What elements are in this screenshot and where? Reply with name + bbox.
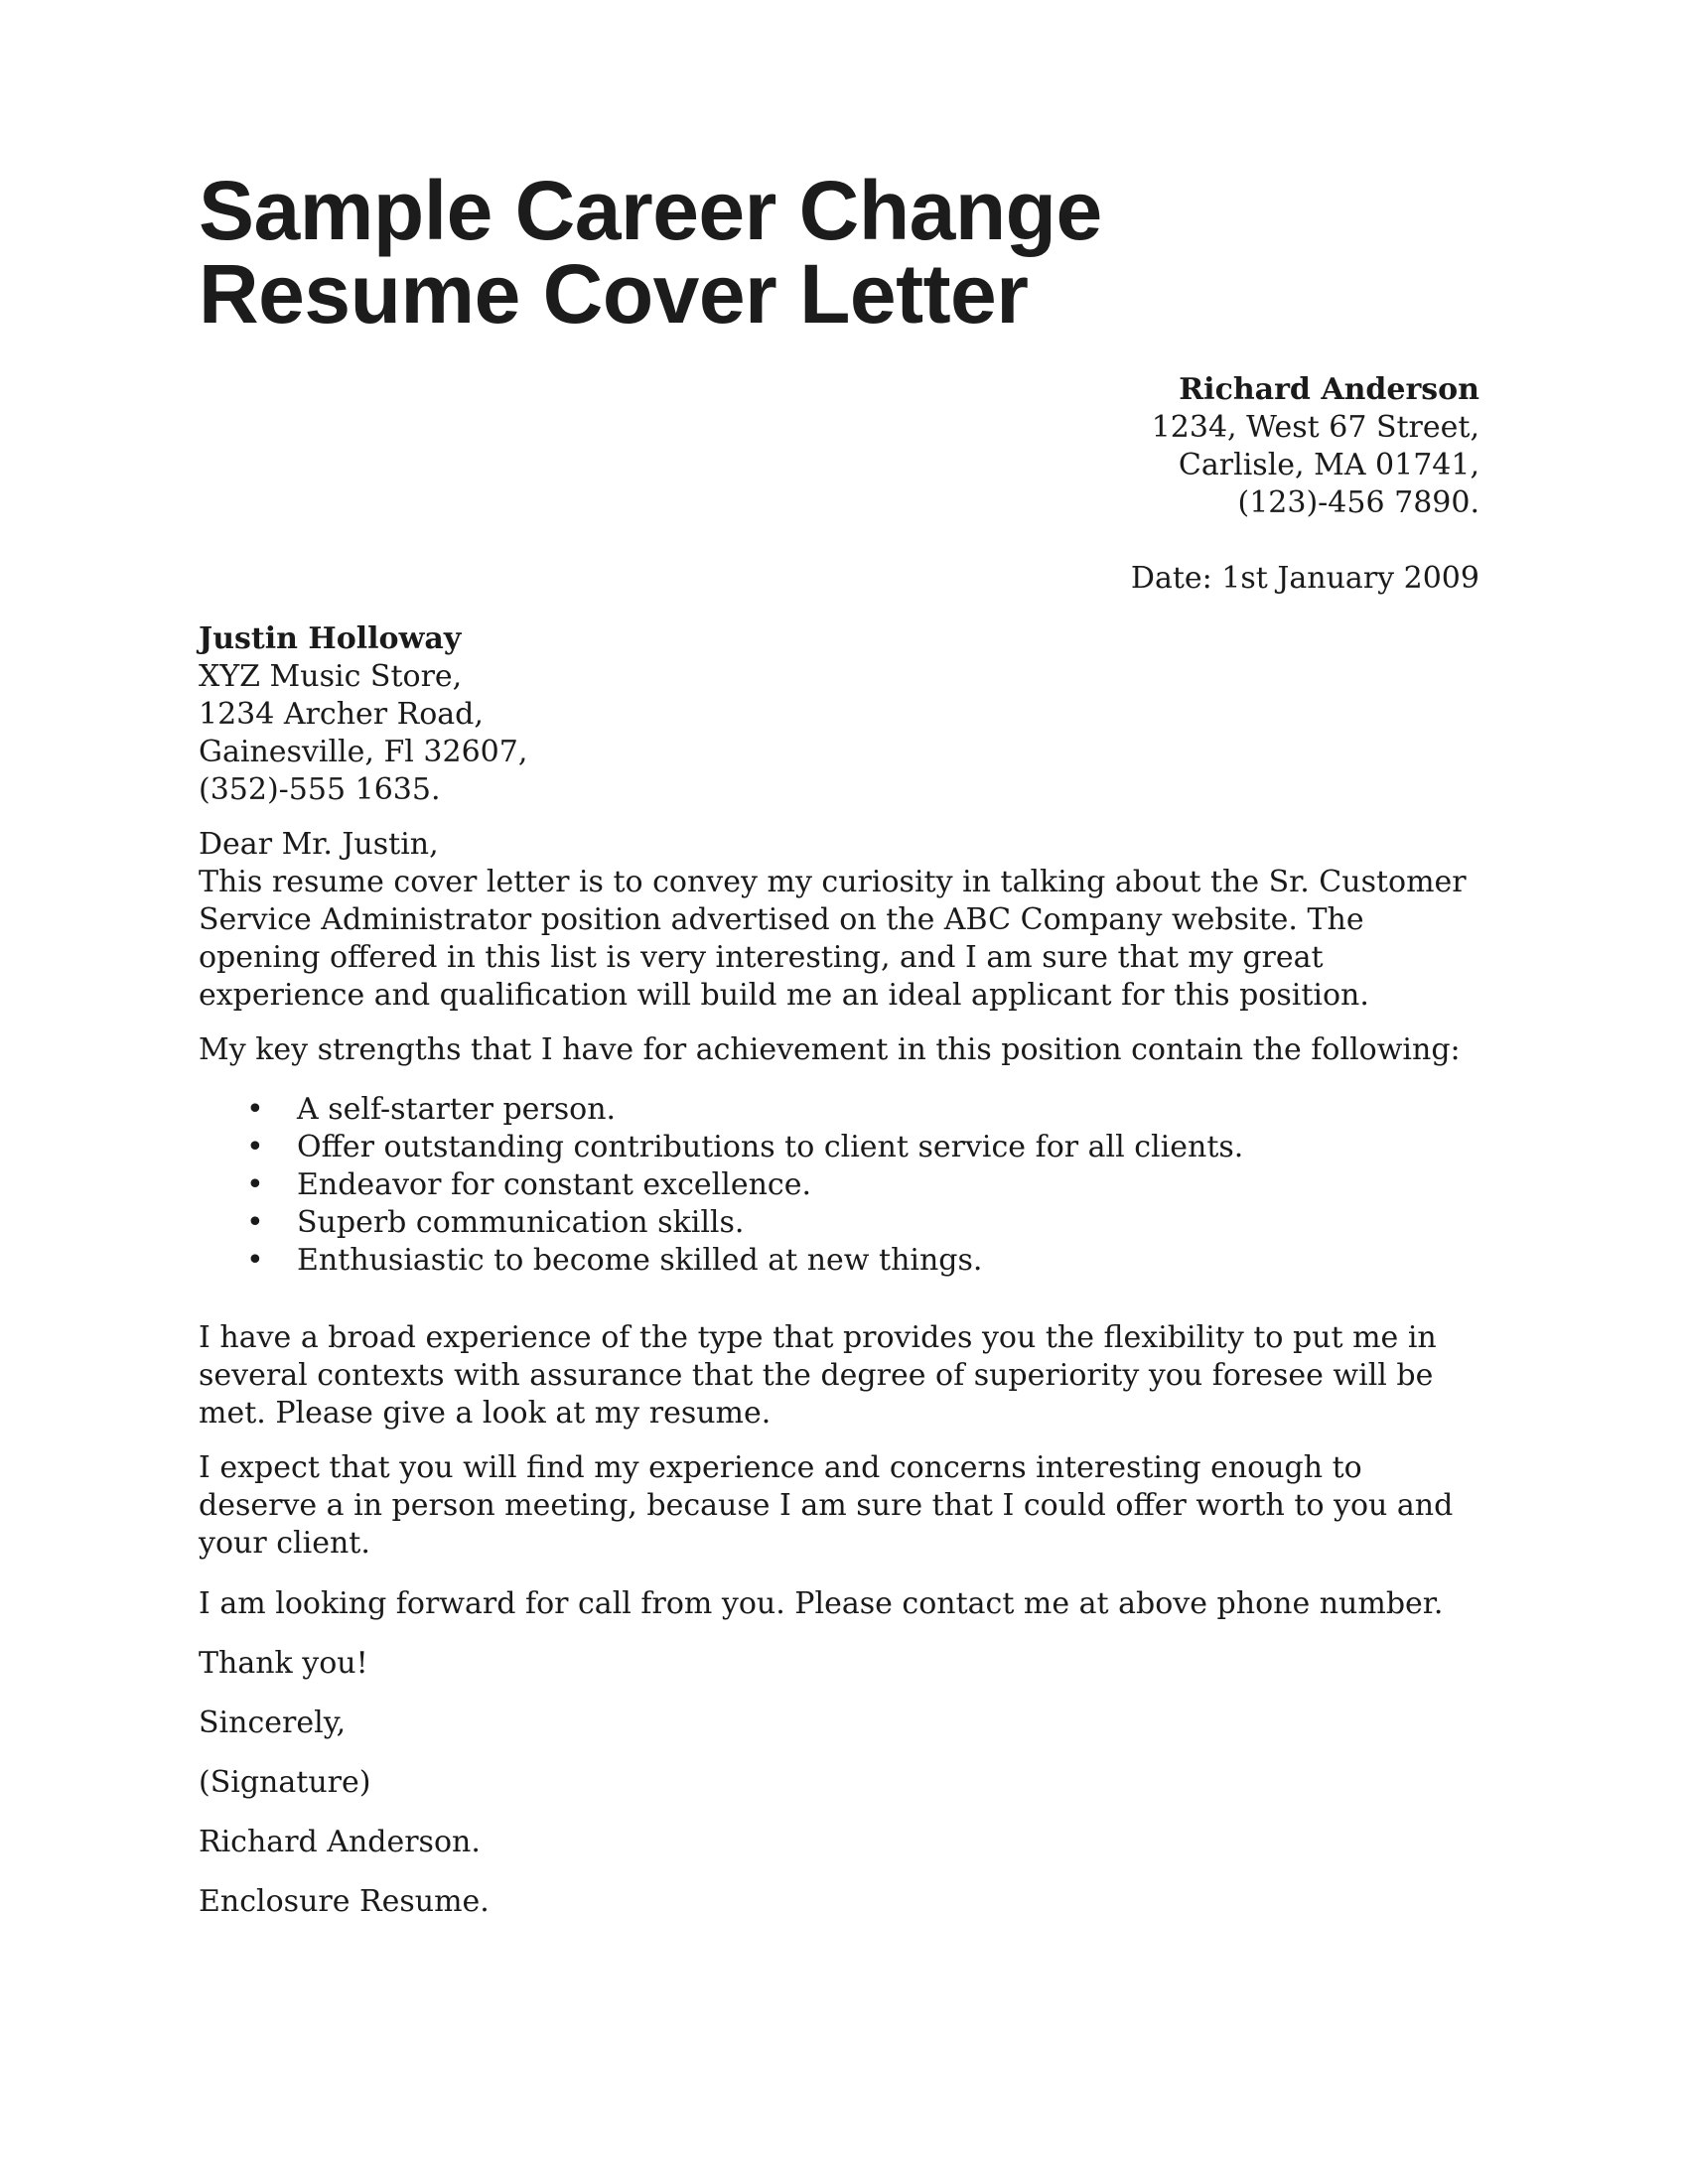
strengths-list [199,1091,1479,1280]
bullet-icon: • [246,1130,264,1164]
sign-off: Sincerely, [199,1706,347,1740]
list-item [199,1242,1479,1280]
list-item [199,1129,1479,1166]
call-paragraph: I am looking forward for call from you. Please contact me at above phone number. [199,1586,1444,1621]
title-line-1: Sample Career Change [199,164,1102,257]
bullet-icon: • [246,1167,264,1202]
strength-text: Enthusiastic to become skilled at new things. [297,1243,983,1278]
letter-page [199,164,1479,1921]
sender-address-block [199,371,1479,522]
strengths-intro: My key strengths that I have for achievement in this position contain the following: [199,1032,1461,1067]
sender-phone: (123)-456 7890. [1237,485,1479,520]
expectation-paragraph: I expect that you will find my experience and concerns interesting enough to deserve a in person meeting, because I am sure that I could offer worth to you and your client. [199,1450,1454,1561]
page-title [199,164,1479,341]
salutation: Dear Mr. Justin, [199,827,439,862]
recipient-company: XYZ Music Store, [199,659,463,694]
experience-paragraph: I have a broad experience of the type that provides you the flexibility to put me in several contexts with assurance that the degree of superiority you foresee will be met. Please give a look at my resume. [199,1320,1437,1431]
list-item [199,1166,1479,1204]
letter-date: Date: 1st January 2009 [1130,561,1479,596]
signer-name: Richard Anderson. [199,1825,481,1859]
recipient-city: Gainesville, Fl 32607, [199,735,528,769]
list-item [199,1091,1479,1129]
enclosure-note: Enclosure Resume. [199,1884,490,1919]
bullet-icon: • [246,1205,264,1240]
recipient-address-block [199,620,1479,809]
recipient-name: Justin Holloway [199,621,462,656]
signature-placeholder: (Signature) [199,1765,371,1800]
sender-city: Carlisle, MA 01741, [1178,448,1479,482]
title-line-2: Resume Cover Letter [199,247,1029,341]
list-item [199,1204,1479,1242]
strength-text: Endeavor for constant excellence. [297,1167,812,1202]
bullet-icon: • [246,1092,264,1127]
sender-street: 1234, West 67 Street, [1151,410,1479,445]
recipient-street: 1234 Archer Road, [199,697,484,732]
bullet-icon: • [246,1243,264,1278]
intro-paragraph: This resume cover letter is to convey my curiosity in talking about the Sr. Customer Service Administrator position advertised on the ABC Company website. The opening offered in this list is very interesting, and I am sure that my great experience and qualification will build me an ideal applicant for this position. [199,865,1467,1013]
strength-text: A self-starter person. [297,1092,617,1127]
sender-name: Richard Anderson [1179,372,1479,407]
strength-text: Superb communication skills. [297,1205,745,1240]
thanks-line: Thank you! [199,1646,368,1681]
strength-text: Offer outstanding contributions to client service for all clients. [297,1130,1244,1164]
recipient-phone: (352)-555 1635. [199,772,441,807]
